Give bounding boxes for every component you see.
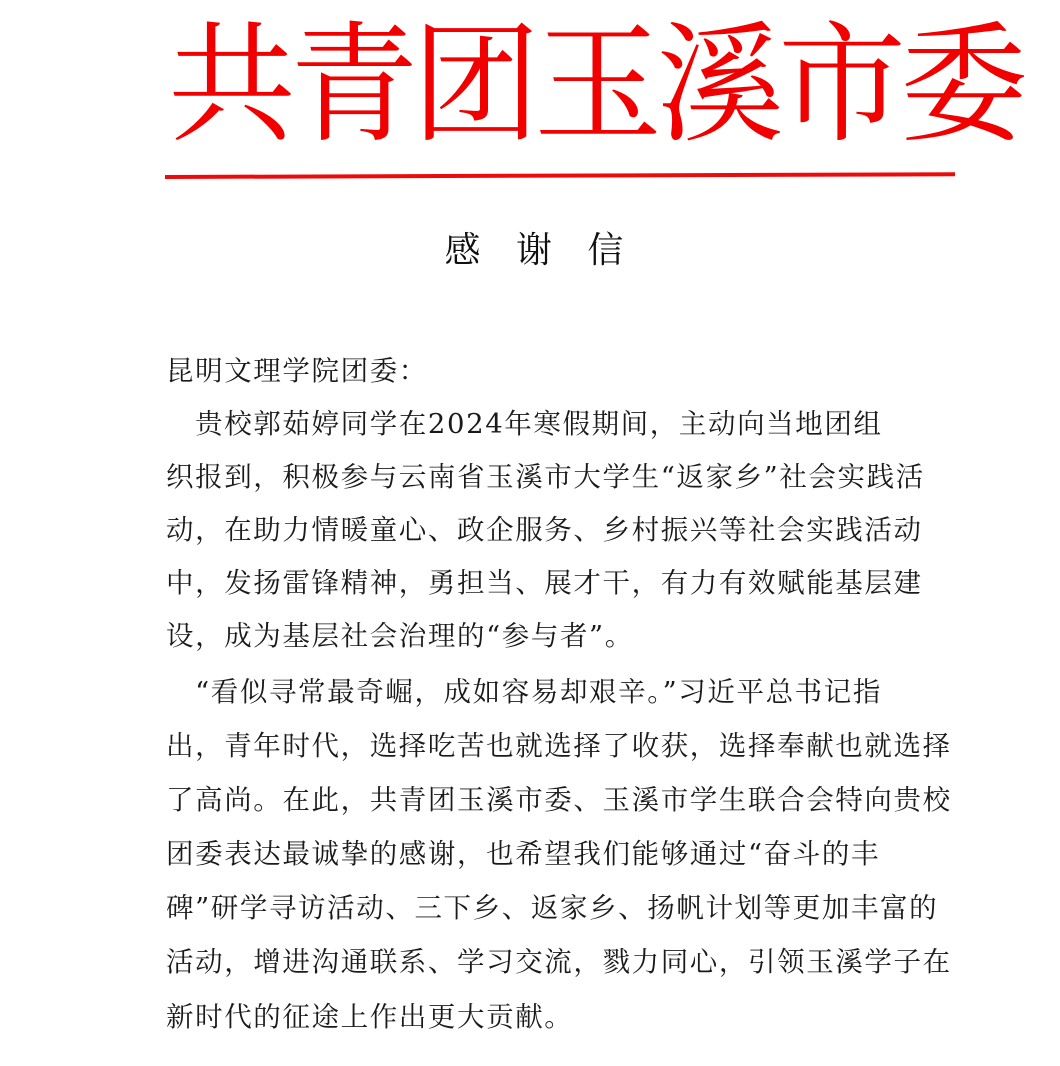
document-title: 感 谢 信 <box>444 230 636 271</box>
body-line: 了高尚。在此，共青团玉溪市委、玉溪市学生联合会特向贵校 <box>166 784 952 816</box>
masthead-title: 共青团玉溪市委 <box>168 9 1023 162</box>
body-line: 中，发扬雷锋精神，勇担当、展才干，有力有效赋能基层建 <box>166 567 923 599</box>
salutation: 昆明文理学院团委： <box>166 355 428 387</box>
body-line: 设，成为基层社会治理的“参与者”。 <box>166 620 634 652</box>
masthead-red-rule <box>165 172 955 179</box>
body-line: “看似寻常最奇崛，成如容易却艰辛。”习近平总书记指 <box>166 676 882 708</box>
body-line: 出，青年时代，选择吃苦也就选择了收获，选择奉献也就选择 <box>166 730 952 762</box>
body-line: 团委表达最诚挚的感谢，也希望我们能够通过“奋斗的丰 <box>166 838 881 870</box>
body-line: 动，在助力情暖童心、政企服务、乡村振兴等社会实践活动 <box>166 514 923 546</box>
body-line: 活动，增进沟通联系、学习交流，戮力同心，引领玉溪学子在 <box>166 946 952 978</box>
body-line: 织报到，积极参与云南省玉溪市大学生“返家乡”社会实践活 <box>166 461 925 493</box>
body-line: 新时代的征途上作出更大贡献。 <box>166 1001 574 1033</box>
body-line: 贵校郭茹婷同学在2024年寒假期间，主动向当地团组 <box>166 408 883 440</box>
body-line: 碑”研学寻访活动、三下乡、返家乡、扬帆计划等更加丰富的 <box>166 892 939 924</box>
